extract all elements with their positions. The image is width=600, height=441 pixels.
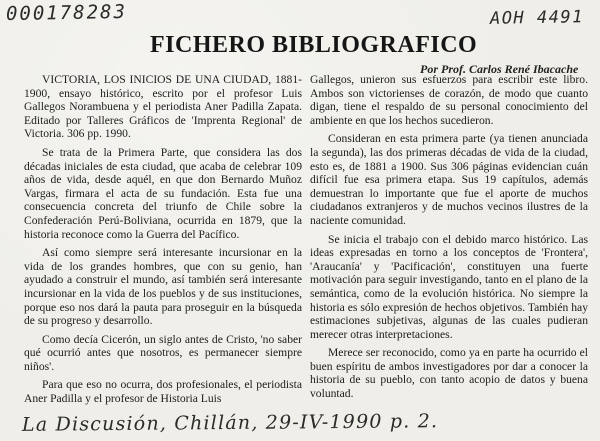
handwritten-catalog-code: AOH 4491 — [489, 7, 585, 29]
article-column-right — [310, 73, 588, 406]
paragraph: Se trata de la Primera Parte, que considera las dos décadas iniciales de esta ciudad, que acaba de celebrar 109 años de vida, desde aquél, en que don Bernardo Muñoz Vargas, firmara el acta de su fundación. Esta fue una consecuencia concreta del triunfo de Chile sobre la Confederación Perú-Boliviana, ocurrida en 1879, que la historia reconoce como la Guerra del Pacífico. — [24, 145, 302, 241]
paragraph: VICTORIA, LOS INICIOS DE UNA CIUDAD, 1881-1900, ensayo histórico, escrito por el profesor Luis Gallegos Norambuena y el periodista Aner Padilla Zapata. Editado por Talleres Gráficos de 'Imprenta Regional' de Victoria. 306 pp. 1990. — [24, 73, 302, 141]
paragraph: Merece ser reconocido, como ya en parte ha ocurrido el buen espíritu de ambos investigadores por dar a conocer la historia de su pueblo, con tanto acopio de datos y buena voluntad. — [310, 346, 588, 401]
paragraph: Como decía Cicerón, un siglo antes de Cristo, 'no saber qué ocurrió antes que nosotros, es permanecer siempre niños'. — [24, 332, 302, 373]
article-column-left — [24, 73, 302, 411]
paragraph: Consideran en esta primera parte (ya tienen anunciada la segunda), las dos primeras décadas de vida de la ciudad, esto es, de 1881 a 1900. Sus 306 páginas evidencian cuán difícil fue esa primera etapa. Sus 19 capítulos, además demuestran lo importante que fue el aporte de muchos ciudadanos extranjeros y de muchos vecinos ilustres de la naciente comunidad. — [310, 132, 588, 227]
article-byline: Por Prof. Carlos René Ibacache — [420, 62, 579, 76]
paragraph: Se inicia el trabajo con el debido marco histórico. Las ideas expresadas en torno a los conceptos de 'Frontera', 'Araucanía' y 'Pacificación', constituyen una fuerte motivación para seguir investigando, tanto en el plano de la semántica, como de la evolución histórica. No siempre la historia es sólo expresión de hechos objetivos. También hay estimaciones subjetivas, algunas de las cuales pudieran merecer otras interpretaciones. — [310, 232, 588, 341]
handwritten-source-note: La Discusión, Chillán, 29-IV-1990 p. 2. — [21, 410, 439, 436]
handwritten-archive-id: 000178283 — [5, 0, 128, 26]
paragraph: Así como siempre será interesante incursionar en la vida de los grandes hombres, que con su genio, han ayudado a construir el mundo, así también será interesante incursionar en la vida de los pueblos y de sus instituciones, porque eso nos dará la pauta para proseguir en la búsqueda de su progreso y desarrollo. — [24, 246, 302, 328]
paragraph: Gallegos, unieron sus esfuerzos para escribir este libro. Ambos son victorienses de corazón, de modo que cuanto digan, tiene el respaldo de su personal conocimiento del ambiente en que los hechos sucedieron. — [310, 73, 588, 127]
paragraph: Para que eso no ocurra, dos profesionales, el periodista Aner Padilla y el profesor de Historia Luis — [24, 378, 302, 406]
article-title: FICHERO BIBLIOGRAFICO — [150, 32, 478, 58]
